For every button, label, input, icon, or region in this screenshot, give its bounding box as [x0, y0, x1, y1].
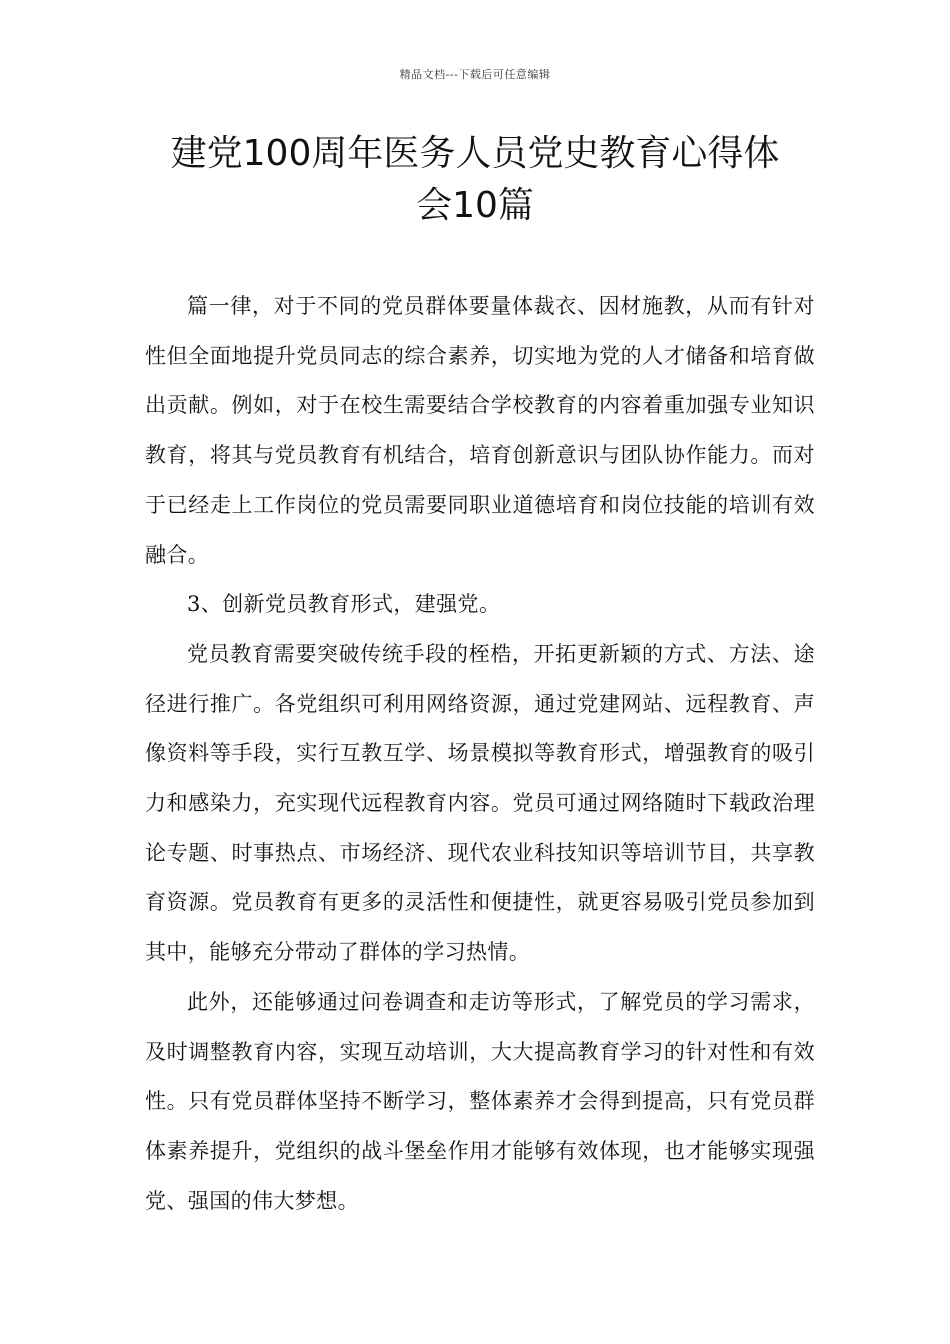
paragraph: 党员教育需要突破传统手段的桎梏，开拓更新颖的方式、方法、途径进行推广。各党组织可利用网络资源，通过党建网站、远程教育、声像资料等手段，实行互教互学、场景模拟等教育形式，增强教育的吸引力和感染力，充实现代远程教育内容。党员可通过网络随时下载政治理论专题、时事热点、市场经济、现代农业科技知识等培训节目，共享教育资源。党员教育有更多的灵活性和便捷性，就更容易吸引党员参加到其中，能够充分带动了群体的学习热情。 [145, 641, 815, 965]
page-header: 精品文档---下载后可任意编辑 [399, 68, 551, 81]
paragraph: 篇一律，对于不同的党员群体要量体裁衣、因材施教，从而有针对性但全面地提升党员同志的综合素养，切实地为党的人才储备和培育做出贡献。例如，对于在校生需要结合学校教育的内容着重加强专业知识教育，将其与党员教育有机结合，培育创新意识与团队协作能力。而对于已经走上工作岗位的党员需要同职业道德培育和岗位技能的培训有效融合。 [145, 294, 815, 567]
title-line-1: 建党100周年医务人员党史教育心得体 [170, 133, 780, 174]
paragraph: 此外，还能够通过问卷调查和走访等形式，了解党员的学习需求，及时调整教育内容，实现互动培训，大大提高教育学习的针对性和有效性。只有党员群体坚持不断学习，整体素养才会得到提高，只有党员群体素养提升，党组织的战斗堡垒作用才能够有效体现，也才能够实现强党、强国的伟大梦想。 [145, 989, 815, 1213]
document-title [130, 128, 820, 232]
title-line-2: 会10篇 [416, 185, 534, 226]
section-heading: 3、创新党员教育形式，建强党。 [187, 592, 501, 617]
document-body [145, 282, 815, 1226]
